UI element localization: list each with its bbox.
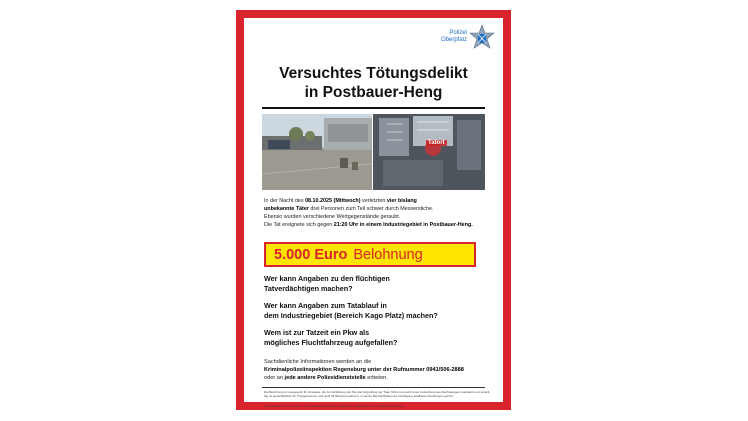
fine-print-line-2: Sie ist ausschließlich für Privatpersonen und nicht für Beamte bestimmt, zu deren Berufspflichten die Verfolgung strafbarer Handlungen gehört. [264,394,454,398]
wanted-poster [236,10,511,410]
contact-line-1: Sachdienliche Informationen werden an die [264,359,372,365]
reward-amount: 5.000 Euro [274,246,348,263]
description-line-3: Ebenso wurden verschiedene Wertgegenstände geraubt. [264,214,401,220]
contact-info [264,358,493,382]
crime-scene-photos [262,114,485,190]
description-line-4: Die Tat ereignete sich gegen 21:20 Uhr in einem Industriegebiet in Postbauer-Heng. [264,222,473,228]
contact-line-3: oder an jede andere Polizeidienststelle erbeten. [264,375,388,381]
police-logo [433,24,495,58]
contact-line-2: Kriminalpolizeiinspektion Regensburg unter der Rufnummer 0941/506-2888 [264,367,464,373]
reward-word: Belohnung [353,246,423,263]
question-3: Wem ist zur Tatzeit ein Pkw als mögliches Fluchtfahrzeug aufgefallen? [264,328,398,347]
logo-line-2: Oberpfalz [440,37,467,43]
question-2: Wer kann Angaben zum Tatablauf in dem Industriegebiet (Bereich Kago Platz) machen? [264,301,438,320]
photo-machinery [373,114,485,190]
description-line-1: In der Nacht des 08.10.2025 (Mittwoch) verletzten vier bislang [264,198,417,204]
tatort-label: Tatort [428,140,445,146]
title-line-2: in Postbauer-Heng [304,84,443,101]
footer-divider [262,387,485,388]
description-line-2: unbekannte Täter drei Personen zum Teil schwer durch Messerstiche. [264,206,434,212]
reward-banner [264,242,476,267]
logo-text [433,30,467,44]
question-1: Wer kann Angaben zu den flüchtigen Tatverdächtigen machen? [264,274,390,293]
title-line-1: Versuchtes Tötungsdelikt [279,65,468,82]
police-star-icon [469,24,495,54]
page-title [252,64,495,102]
title-divider [262,107,485,109]
publisher-note: Verantwortlich i.S.d. Presser.: Kriminalpolizeiinspektion Regensburg, Bajuwarenstr. 2, 93053 Regensburg [264,404,404,408]
photo-parking-lot [262,114,372,190]
fine-print [264,390,491,398]
fine-print-line-1: Die Belohnung ist ausgesetzt für Hinweise, die zur Aufklärung der Tat oder Ergreifung der Täter führen und wird unter Ausschluss des Rechtsweges zuerkannt und verteilt. [264,390,491,394]
incident-description [264,197,493,229]
logo-line-1: Polizei [449,30,467,36]
